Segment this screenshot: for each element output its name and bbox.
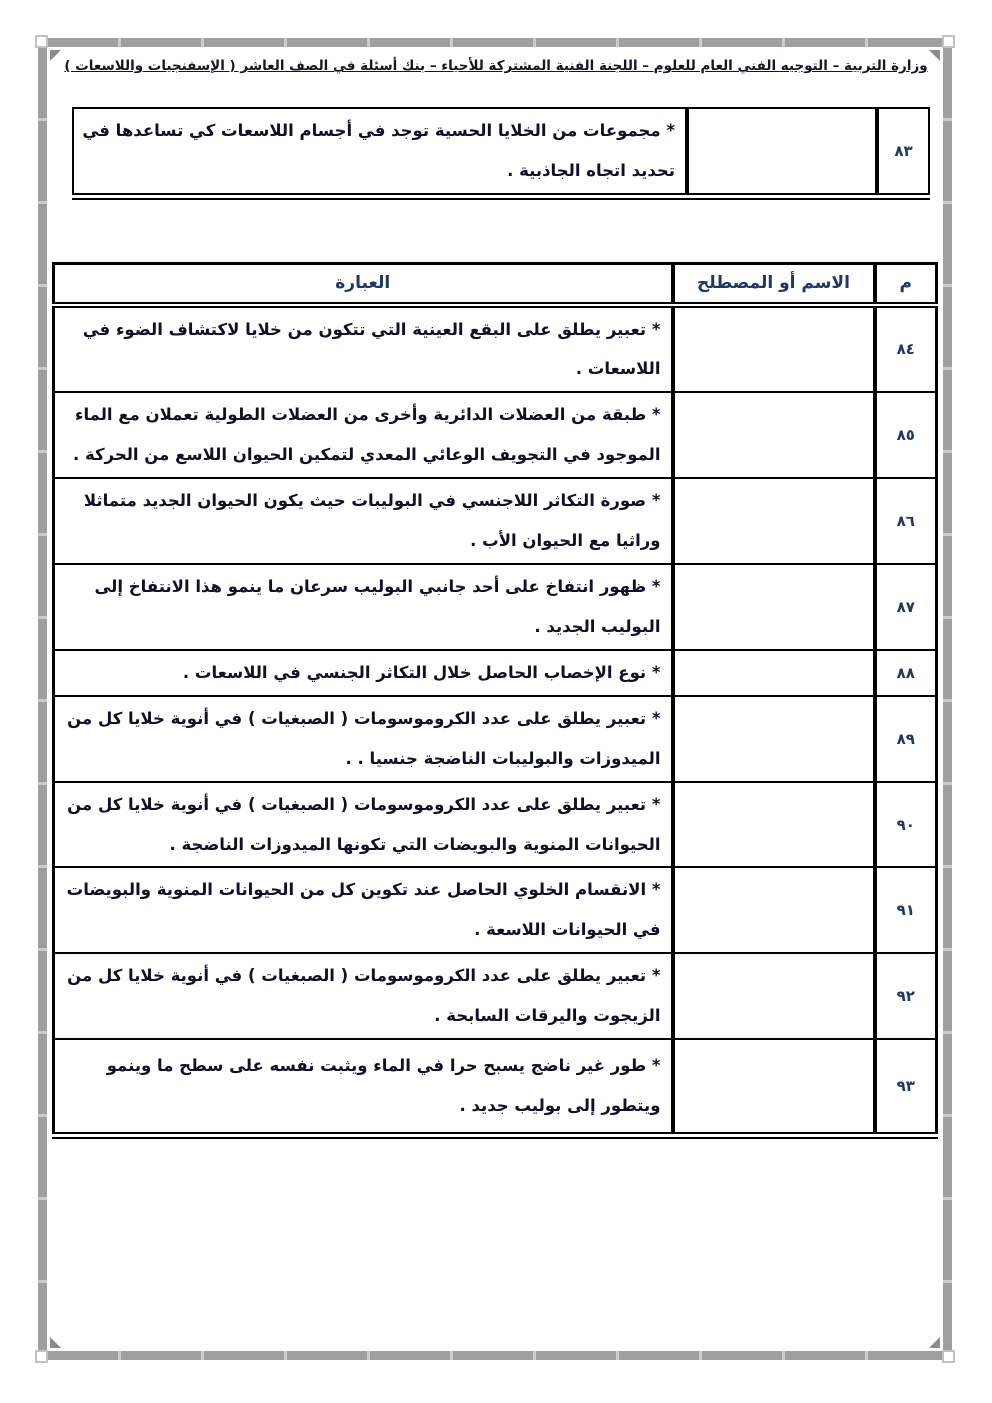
statement-cell: * مجموعات من الخلايا الحسية توجد في أجسام اللاسعات كي تساعدها في تحديد اتجاه الجاذبية .: [82, 121, 675, 180]
table-row: [54, 564, 937, 650]
question-number-cell: ٨٥: [875, 392, 937, 478]
statement-cell: * تعبير يطلق على عدد الكروموسومات ( الصبغيات ) في أنوية خلايا كل من الحيوانات المنوية والبويضات التي تكونها الميدوزات الناضجة .: [54, 782, 673, 868]
statement-cell: * صورة التكاثر اللاجنسي في البوليبات حيث يكون الحيوان الجديد متماثلا وراثيا مع الحيوان الأب .: [54, 478, 673, 564]
question-number-cell: ٩٢: [875, 953, 937, 1039]
table-row: [54, 867, 937, 953]
question-number-cell: ٨٧: [875, 564, 937, 650]
question-number-cell: ٩٣: [875, 1039, 937, 1135]
table-row: [54, 650, 937, 696]
table-row: [54, 782, 937, 868]
answer-term-cell: [687, 108, 877, 196]
frame-corner-square-bottom-right: [942, 1350, 955, 1363]
statement-cell: * طبقة من العضلات الدائرية وأخرى من العضلات الطولية تعملان مع الماء الموجود في التجويف الوعائي المعدي لتمكين الحيوان اللاسع من الحركة .: [54, 392, 673, 478]
answer-term-cell: [673, 564, 875, 650]
answer-term-cell: [673, 478, 875, 564]
table-row: [54, 305, 937, 393]
question-table-83: [72, 107, 930, 200]
table-row: [54, 478, 937, 564]
document-header-line: وزارة التربية – التوجيه الفني العام للعلوم – اللجنة الفنية المشتركة للأحياء – بنك أسئلة في الصف العاشر ( الإسفنجيات واللاسعات ): [64, 58, 928, 74]
answer-term-cell: [673, 696, 875, 782]
table-row: [54, 1039, 937, 1135]
frame-bar-right: [943, 38, 952, 1360]
table-row: [54, 392, 937, 478]
question-number-cell: ٩٠: [875, 782, 937, 868]
answer-term-cell: [673, 782, 875, 868]
frame-corner-triangle-bottom-left: [50, 1337, 61, 1348]
statement-cell: * طور غير ناضج يسبح حرا في الماء ويثبت نفسه على سطح ما وينمو ويتطور إلى بوليب جديد .: [54, 1039, 673, 1135]
table-row: [73, 108, 929, 196]
table-row: [54, 696, 937, 782]
frame-corner-square-bottom-left: [35, 1350, 48, 1363]
statement-cell: * تعبير يطلق على البقع العينية التي تتكون من خلايا لاكتشاف الضوء في اللاسعات .: [54, 305, 673, 393]
frame-corner-square-top-right: [942, 35, 955, 48]
frame-bar-top: [38, 38, 952, 47]
question-number-cell: ٩١: [875, 867, 937, 953]
question-number-cell: ٨٩: [875, 696, 937, 782]
table-header-row: [54, 264, 937, 305]
frame-corner-square-top-left: [35, 35, 48, 48]
question-number-cell: ٨٣: [877, 108, 929, 196]
answer-term-cell: [673, 953, 875, 1039]
question-number-cell: ٨٦: [875, 478, 937, 564]
frame-bar-bottom: [38, 1351, 952, 1360]
statement-cell: * نوع الإخصاب الحاصل خلال التكاثر الجنسي في اللاسعات .: [54, 650, 673, 696]
question-number-cell: ٨٨: [875, 650, 937, 696]
statement-cell: * ظهور انتفاخ على أحد جانبي البوليب سرعان ما ينمو هذا الانتفاخ إلى البوليب الجديد .: [54, 564, 673, 650]
answer-term-cell: [673, 867, 875, 953]
statement-cell: * تعبير يطلق على عدد الكروموسومات ( الصبغيات ) في أنوية خلايا كل من الميدوزات والبوليبات الناضجة جنسيا . .: [54, 696, 673, 782]
answer-term-cell: [673, 1039, 875, 1135]
answer-term-cell: [673, 650, 875, 696]
statement-cell: * الانقسام الخلوي الحاصل عند تكوين كل من الحيوانات المنوية والبويضات في الحيوانات اللاسعة .: [54, 867, 673, 953]
answer-term-cell: [673, 392, 875, 478]
table-row: [54, 953, 937, 1039]
frame-bar-left: [38, 38, 47, 1360]
column-header-statement: العبارة: [54, 264, 673, 305]
answer-term-cell: [673, 305, 875, 393]
column-header-number: م: [875, 264, 937, 305]
statement-cell: * تعبير يطلق على عدد الكروموسومات ( الصبغيات ) في أنوية خلايا كل من الزيجوت واليرقات السابحة .: [54, 953, 673, 1039]
question-number-cell: ٨٤: [875, 305, 937, 393]
frame-corner-triangle-bottom-right: [929, 1337, 940, 1348]
column-header-term: الاسم أو المصطلح: [673, 264, 875, 305]
main-question-table: [52, 262, 938, 1139]
